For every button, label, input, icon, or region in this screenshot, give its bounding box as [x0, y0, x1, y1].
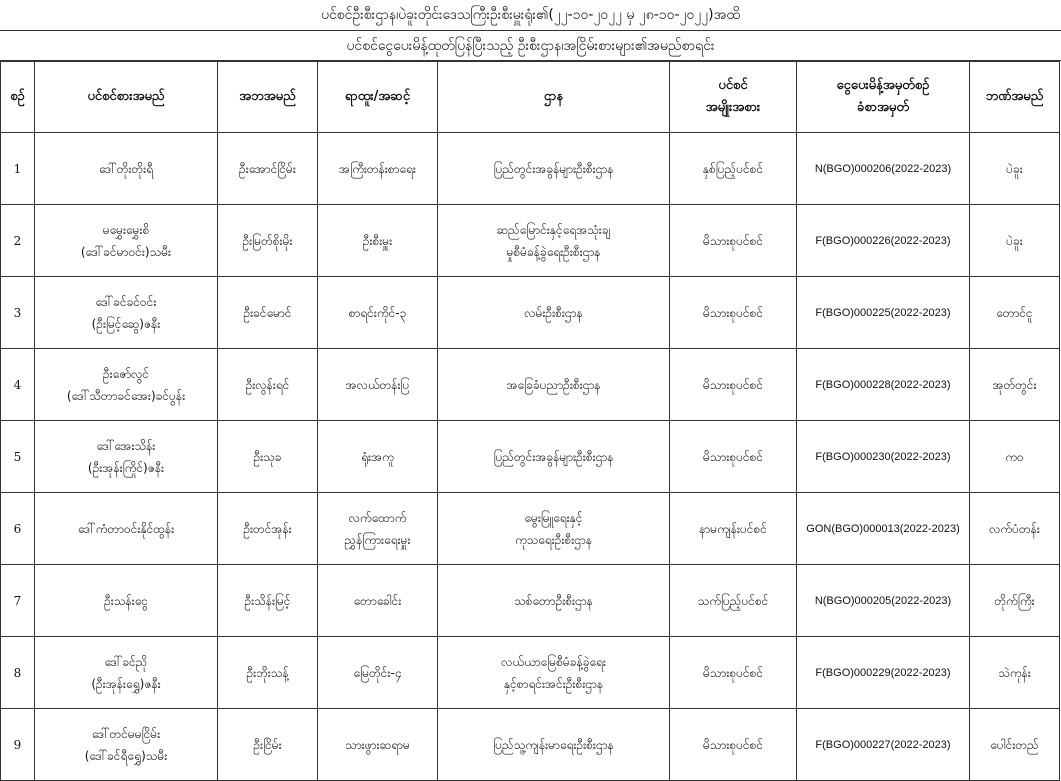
cell-line: သားဖွားဆရာမ: [345, 737, 410, 752]
cell-rank: [318, 133, 438, 205]
cell-bank-name: ကဝ: [970, 421, 1060, 493]
cell-rank: [318, 709, 438, 781]
cell-pension-type: သက်ပြည့်ပင်စင်: [670, 565, 797, 637]
cell-order-number: F(BGO)000229(2022-2023): [797, 637, 970, 709]
cell-pensioner-name: [35, 493, 218, 565]
cell-bank-name: ပဲခူး: [970, 205, 1060, 277]
cell-pension-type: မိသားစုပင်စင်: [670, 277, 797, 349]
cell-department: [438, 493, 670, 565]
cell-line: ဒေါ်တိုးတိုးရီ: [98, 161, 154, 176]
cell-department: [438, 205, 670, 277]
cell-department: [438, 565, 670, 637]
cell-line: (ဒေါ်ခင်မာဝင်း)သမီး: [80, 244, 172, 259]
cell-line: (ဒေါ်ခင်ရီရွှေ)သမီး: [84, 748, 168, 763]
cell-line: ဒေါ်ခင်ညို: [104, 654, 148, 669]
cell-line: ဒေါ်တင်မမငြိမ်း: [91, 726, 161, 741]
cell-pensioner-name: [35, 349, 218, 421]
cell-pension-type: မိသားစုပင်စင်: [670, 349, 797, 421]
cell-line: အလယ်တန်းပြ: [345, 377, 410, 392]
header-line: အမျိုးအစား: [705, 100, 761, 115]
cell-rank: [318, 421, 438, 493]
cell-line: မွေးမြူရေးနှင့်: [524, 510, 583, 525]
cell-bank-name: တိုက်ကြီး: [970, 565, 1060, 637]
cell-father-name: ဦးအောင်ငြိမ်း: [218, 133, 318, 205]
table-row: [1, 133, 1060, 205]
table-row: [1, 565, 1060, 637]
cell-pension-type: နာမကျန်းပင်စင်: [670, 493, 797, 565]
cell-rank: [318, 349, 438, 421]
cell-bank-name: တောင်ငူ: [970, 277, 1060, 349]
header-line: ရာထူး/အဆင့်: [344, 89, 411, 104]
cell-pension-type: မိသားစုပင်စင်: [670, 205, 797, 277]
cell-pension-type: မိသားစုပင်စင်: [670, 709, 797, 781]
cell-order-number: F(BGO)000230(2022-2023): [797, 421, 970, 493]
cell-line: ညွှန်ကြားရေးမှူး: [344, 532, 411, 547]
header-department: [438, 62, 670, 133]
cell-line: ဦးသန်းငွေ: [104, 593, 148, 608]
cell-department: [438, 421, 670, 493]
cell-father-name: ဦးသိန်းမြင့်: [218, 565, 318, 637]
table-row: [1, 421, 1060, 493]
cell-line: (ဒေါ်သီတာခင်အေး)ခင်ပွန်း: [66, 388, 186, 403]
table-row: [1, 493, 1060, 565]
table-header-row: [1, 62, 1060, 133]
cell-no: 7: [1, 565, 35, 637]
cell-line: ဆည်မြောင်းနှင့်ရေအသုံးချ: [496, 222, 611, 237]
cell-line: ပြည်သူ့ကျန်းမာရေးဦးစီးဌာန: [493, 737, 614, 752]
cell-bank-name: ပေါင်းတည်: [970, 709, 1060, 781]
cell-rank: [318, 277, 438, 349]
cell-pensioner-name: [35, 709, 218, 781]
cell-line: နှင့်စာရင်းအင်းဦးစီးဌာန: [503, 676, 604, 691]
header-order-number: [797, 62, 970, 133]
header-rank: [318, 62, 438, 133]
cell-department: [438, 277, 670, 349]
header-line: ပင်စင်စားအမည်: [87, 89, 165, 104]
cell-line: အကြီးတန်းစာရေး: [339, 161, 416, 176]
cell-line: ရုံးအကူ: [361, 449, 394, 464]
cell-rank: [318, 205, 438, 277]
cell-line: (ဦးမြင့်ဆွေ)ဇနီး: [91, 316, 161, 331]
cell-no: 4: [1, 349, 35, 421]
cell-line: ဦးဇော်လွင်: [102, 366, 150, 381]
header-pension-type: [670, 62, 797, 133]
cell-line: မြေတိုင်း-၄: [353, 665, 402, 680]
page-subtitle: ပင်စင်ငွေပေးမိန့်ထုတ်ပြန်ပြီးသည့် ဦးစီးဌာန၊အငြိမ်းစားများ၏အမည်စာရင်း: [0, 31, 1061, 61]
cell-no: 6: [1, 493, 35, 565]
cell-line: မမွှေးမွှေးစိ: [102, 222, 150, 237]
cell-no: 3: [1, 277, 35, 349]
cell-no: 2: [1, 205, 35, 277]
pensioner-table: [0, 61, 1060, 781]
header-no: [1, 62, 35, 133]
cell-father-name: ဦးငြိမ်း: [218, 709, 318, 781]
cell-bank-name: ပဲခူး: [970, 133, 1060, 205]
cell-order-number: GON(BGO)000013(2022-2023): [797, 493, 970, 565]
cell-order-number: F(BGO)000225(2022-2023): [797, 277, 970, 349]
cell-department: [438, 349, 670, 421]
table-row: [1, 709, 1060, 781]
header-line: ဌာန: [543, 89, 564, 104]
cell-pensioner-name: [35, 133, 218, 205]
cell-line: ဦးစီးမှူး: [362, 233, 393, 248]
header-line: ခံစာအမှတ်: [857, 100, 909, 115]
cell-line: ဒေါ်အေးသိန်း: [96, 438, 156, 453]
cell-no: 1: [1, 133, 35, 205]
cell-line: တောခေါင်း: [353, 593, 402, 608]
cell-order-number: F(BGO)000226(2022-2023): [797, 205, 970, 277]
cell-no: 8: [1, 637, 35, 709]
cell-department: [438, 709, 670, 781]
cell-pension-type: မိသားစုပင်စင်: [670, 421, 797, 493]
cell-father-name: ဦးမြတ်စိုးမိုး: [218, 205, 318, 277]
cell-order-number: N(BGO)000206(2022-2023): [797, 133, 970, 205]
cell-line: ဒေါ်ခင်ခင်ဝင်း: [95, 294, 157, 309]
cell-order-number: F(BGO)000227(2022-2023): [797, 709, 970, 781]
cell-father-name: ဦးသုခ: [218, 421, 318, 493]
cell-line: ဒေါ်ကံတာဝင်းနိုင်ထွန်း: [77, 521, 175, 536]
cell-father-name: ဦးလွန်းရင်: [218, 349, 318, 421]
header-line: ငွေပေးမိန့်အမှတ်စဉ်: [836, 78, 930, 93]
header-line: အဘအမည်: [239, 89, 296, 104]
header-father-name: [218, 62, 318, 133]
cell-pensioner-name: [35, 565, 218, 637]
header-line: ဘဏ်အမည်: [985, 89, 1044, 104]
cell-no: 5: [1, 421, 35, 493]
cell-line: လယ်ယာမြေစီမံခန့်ခွဲရေး: [501, 654, 606, 669]
cell-line: စာရင်းကိုင်-၃: [348, 305, 407, 320]
table-row: [1, 637, 1060, 709]
header-pensioner-name: [35, 62, 218, 133]
cell-line: ကုသရေးဦးစီးဌာန: [514, 532, 593, 547]
cell-pension-type: မိသားစုပင်စင်: [670, 637, 797, 709]
cell-line: ပြည်တွင်းအခွန်များဦးစီးဌာန: [493, 449, 614, 464]
header-line: ပင်စင်: [718, 78, 748, 93]
cell-pensioner-name: [35, 421, 218, 493]
header-line: စဉ်: [10, 89, 25, 104]
cell-father-name: ဦးဘိုးသန့်: [218, 637, 318, 709]
table-row: [1, 349, 1060, 421]
cell-rank: [318, 565, 438, 637]
cell-line: (ဦးအုန်းကြိုင်)ဇနီး: [87, 460, 165, 475]
cell-bank-name: လက်ပံတန်း: [970, 493, 1060, 565]
cell-no: 9: [1, 709, 35, 781]
cell-order-number: N(BGO)000205(2022-2023): [797, 565, 970, 637]
cell-pensioner-name: [35, 277, 218, 349]
cell-pensioner-name: [35, 205, 218, 277]
table-row: [1, 205, 1060, 277]
cell-line: မှုစီမံခန့်ခွဲရေးဦးစီးဌာန: [506, 244, 601, 259]
cell-line: ပြည်တွင်းအခွန်များဦးစီးဌာန: [493, 161, 614, 176]
cell-line: လမ်းဦးစီးဌာန: [524, 305, 583, 320]
cell-pension-type: နှစ်ပြည့်ပင်စင်: [670, 133, 797, 205]
cell-line: (ဦးအုန်းရွှေ)ဇနီး: [91, 676, 161, 691]
cell-line: လက်ထောက်: [348, 510, 407, 525]
cell-bank-name: အုတ်တွင်း: [970, 349, 1060, 421]
cell-father-name: ဦးခင်မောင်: [218, 277, 318, 349]
cell-pensioner-name: [35, 637, 218, 709]
table-row: [1, 277, 1060, 349]
header-bank-name: [970, 62, 1060, 133]
cell-father-name: ဦးတင်အုန်း: [218, 493, 318, 565]
cell-bank-name: သဲကုန်း: [970, 637, 1060, 709]
cell-department: [438, 133, 670, 205]
cell-order-number: F(BGO)000228(2022-2023): [797, 349, 970, 421]
cell-line: သစ်တောဦးစီးဌာန: [514, 593, 593, 608]
cell-rank: [318, 637, 438, 709]
cell-rank: [318, 493, 438, 565]
page-title: ပင်စင်ဦးစီးဌာန၊ပဲခူးတိုင်းဒေသကြီးဦးစီးမှူးရုံး၏(၂၂-၁၀-၂၀၂၂ မှ ၂၈-၁၀-၂၀၂၂)အထိ: [0, 0, 1061, 31]
table-body: [1, 133, 1060, 781]
cell-line: အခြေခံပညာဦးစီးဌာန: [506, 377, 601, 392]
cell-department: [438, 637, 670, 709]
